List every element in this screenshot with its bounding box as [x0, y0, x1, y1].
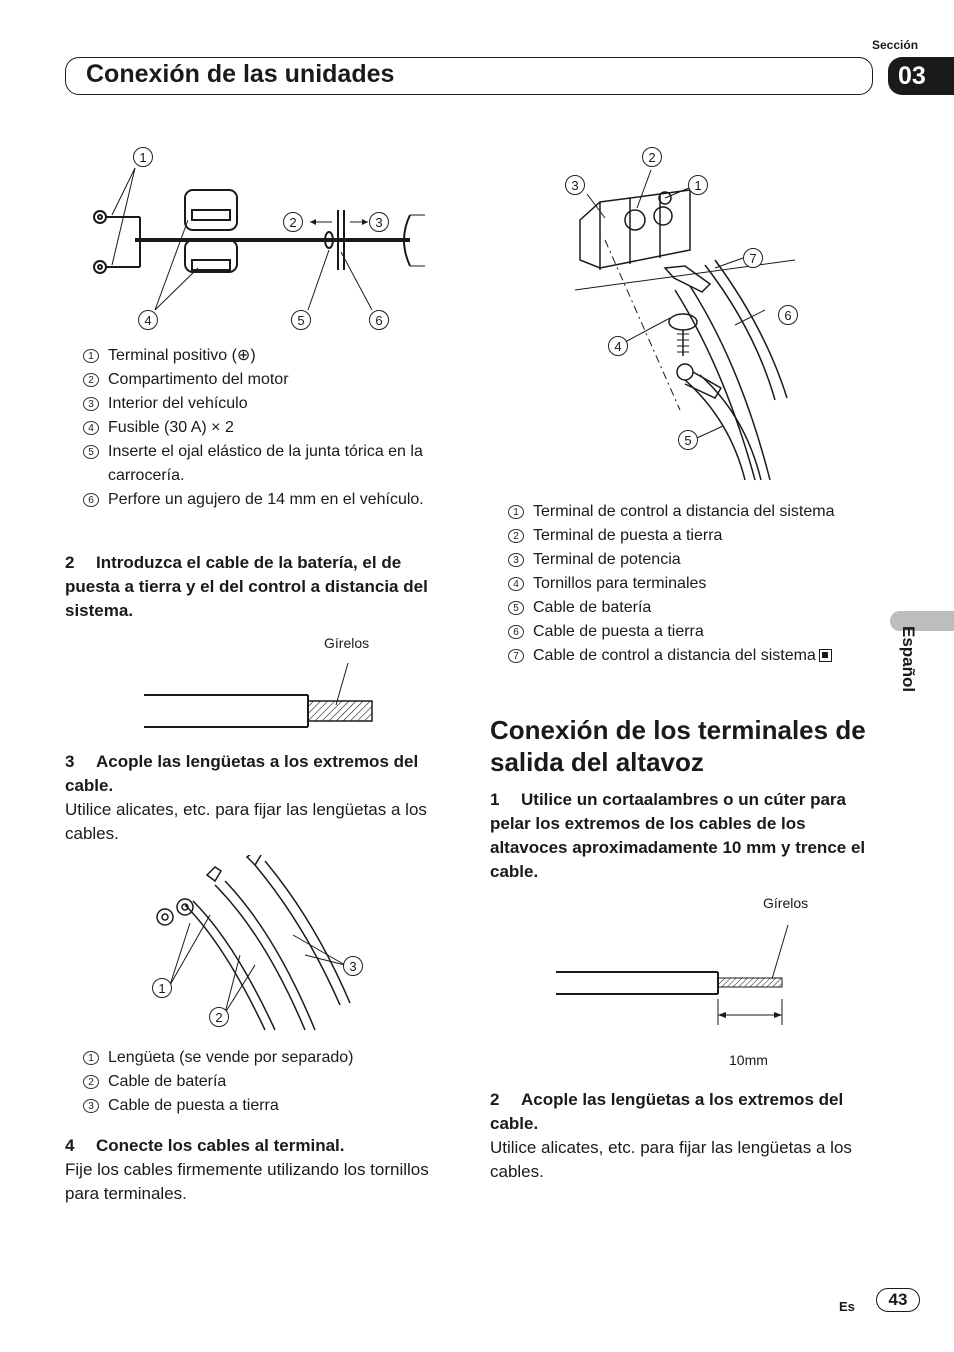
callout-6: 6	[778, 305, 798, 325]
dimension-label: 10mm	[729, 1052, 768, 1068]
legend-number: 1	[83, 1051, 99, 1065]
legend-text: Fusible (30 A) × 2	[108, 419, 234, 436]
page-number: 43	[876, 1288, 920, 1312]
callout-7: 7	[743, 248, 763, 268]
callout-2: 2	[283, 212, 303, 232]
legend-text: Inserte el ojal elástico de la junta tórica en la carrocería.	[108, 443, 423, 484]
fig1-legend	[83, 344, 443, 512]
legend-number: 4	[508, 577, 524, 591]
legend-number: 4	[83, 421, 99, 435]
legend-item	[508, 596, 878, 620]
step-text: Acople las lengüetas a los extremos del cable.	[490, 1090, 844, 1133]
callout-6: 6	[369, 310, 389, 330]
legend-text: Cable de control a distancia del sistema	[533, 647, 816, 664]
callout-1: 1	[688, 175, 708, 195]
section-heading: Conexión de los terminales de salida del altavoz	[490, 715, 866, 777]
legend-text: Cable de puesta a tierra	[108, 1097, 279, 1114]
legend-item	[508, 572, 878, 596]
fig4-legend	[508, 500, 878, 668]
step-text: Utilice un cortaalambres o un cúter para pelar los extremos de los cables de los altavoces aproximadamente 10 mm y trence el cable.	[490, 790, 866, 881]
legend-item	[83, 440, 443, 488]
legend-item	[83, 1094, 443, 1118]
step-4-block	[65, 1134, 450, 1206]
legend-text: Interior del vehículo	[108, 395, 248, 412]
legend-text: Perfore un agujero de 14 mm en el vehículo.	[108, 491, 424, 508]
callout-4: 4	[138, 310, 158, 330]
step-number: 2	[65, 553, 75, 572]
legend-item	[83, 1070, 443, 1094]
section-number-badge: 03	[888, 57, 954, 95]
legend-number: 5	[508, 601, 524, 615]
step-body: Utilice alicates, etc. para fijar las lengüetas a los cables.	[65, 800, 427, 843]
stripped-wire-diagram	[550, 915, 800, 1045]
battery-wiring-diagram	[80, 140, 440, 340]
legend-number: 2	[508, 529, 524, 543]
legend-text: Lengüeta (se vende por separado)	[108, 1049, 354, 1066]
end-mark-icon	[819, 649, 832, 662]
twisted-wire-diagram	[140, 655, 380, 735]
legend-number: 5	[83, 445, 99, 459]
step-number: 3	[65, 752, 75, 771]
legend-number: 2	[83, 373, 99, 387]
legend-item	[83, 488, 443, 512]
legend-text: Compartimento del motor	[108, 371, 289, 388]
page-language-code: Es	[839, 1299, 855, 1314]
legend-item	[508, 644, 878, 668]
step-body: Fije los cables firmemente utilizando los tornillos para terminales.	[65, 1160, 429, 1203]
legend-text: Terminal de potencia	[533, 551, 681, 568]
page-title: Conexión de las unidades	[86, 60, 395, 88]
step-2-block	[490, 1088, 880, 1184]
legend-number: 2	[83, 1075, 99, 1089]
step-3-block	[65, 750, 450, 846]
step-text: Introduzca el cable de la batería, el de puesta a tierra y el del control a distancia del sistema.	[65, 553, 428, 620]
step-text: Acople las lengüetas a los extremos del cable.	[65, 752, 419, 795]
legend-item	[83, 1046, 443, 1070]
twist-label: Gírelos	[324, 635, 370, 651]
fig3-legend	[83, 1046, 443, 1118]
callout-4: 4	[608, 336, 628, 356]
callout-5: 5	[291, 310, 311, 330]
legend-item	[508, 524, 878, 548]
legend-text: Terminal de puesta a tierra	[533, 527, 723, 544]
step-3-instruction	[65, 750, 450, 798]
step-text: Conecte los cables al terminal.	[96, 1136, 345, 1155]
language-label: Español	[899, 626, 918, 693]
step-number: 4	[65, 1136, 75, 1155]
step-4-instruction	[65, 1134, 450, 1158]
step-number: 1	[490, 790, 500, 809]
legend-text: Terminal positivo (⊕)	[108, 347, 256, 364]
step-2-instruction	[65, 551, 445, 623]
callout-2: 2	[209, 1007, 229, 1027]
legend-text: Terminal de control a distancia del sistema	[533, 503, 835, 520]
legend-number: 3	[83, 1099, 99, 1113]
step-number: 2	[490, 1090, 500, 1109]
legend-number: 3	[83, 397, 99, 411]
legend-number: 1	[508, 505, 524, 519]
legend-text: Cable de batería	[108, 1073, 227, 1090]
legend-number: 6	[83, 493, 99, 507]
legend-text: Cable de puesta a tierra	[533, 623, 704, 640]
legend-item	[508, 620, 878, 644]
legend-item	[508, 500, 878, 524]
section-label: Sección	[872, 38, 919, 52]
twist-label: Gírelos	[763, 895, 809, 911]
legend-text: Cable de batería	[533, 599, 652, 616]
legend-item	[83, 368, 443, 392]
step-2-instruction	[490, 1088, 880, 1136]
legend-number: 7	[508, 649, 524, 663]
callout-2: 2	[642, 147, 662, 167]
step-1-instruction	[490, 788, 880, 884]
legend-number: 1	[83, 349, 99, 363]
legend-item	[508, 548, 878, 572]
callout-3: 3	[343, 956, 363, 976]
legend-number: 3	[508, 553, 524, 567]
callout-1: 1	[152, 978, 172, 998]
legend-item	[83, 344, 443, 368]
step-body: Utilice alicates, etc. para fijar las lengüetas a los cables.	[490, 1138, 852, 1181]
legend-item	[83, 416, 443, 440]
callout-3: 3	[565, 175, 585, 195]
terminal-lugs-diagram	[145, 855, 375, 1035]
legend-text: Tornillos para terminales	[533, 575, 707, 592]
callout-3: 3	[369, 212, 389, 232]
callout-1: 1	[133, 147, 153, 167]
legend-item	[83, 392, 443, 416]
legend-number: 6	[508, 625, 524, 639]
callout-5: 5	[678, 430, 698, 450]
